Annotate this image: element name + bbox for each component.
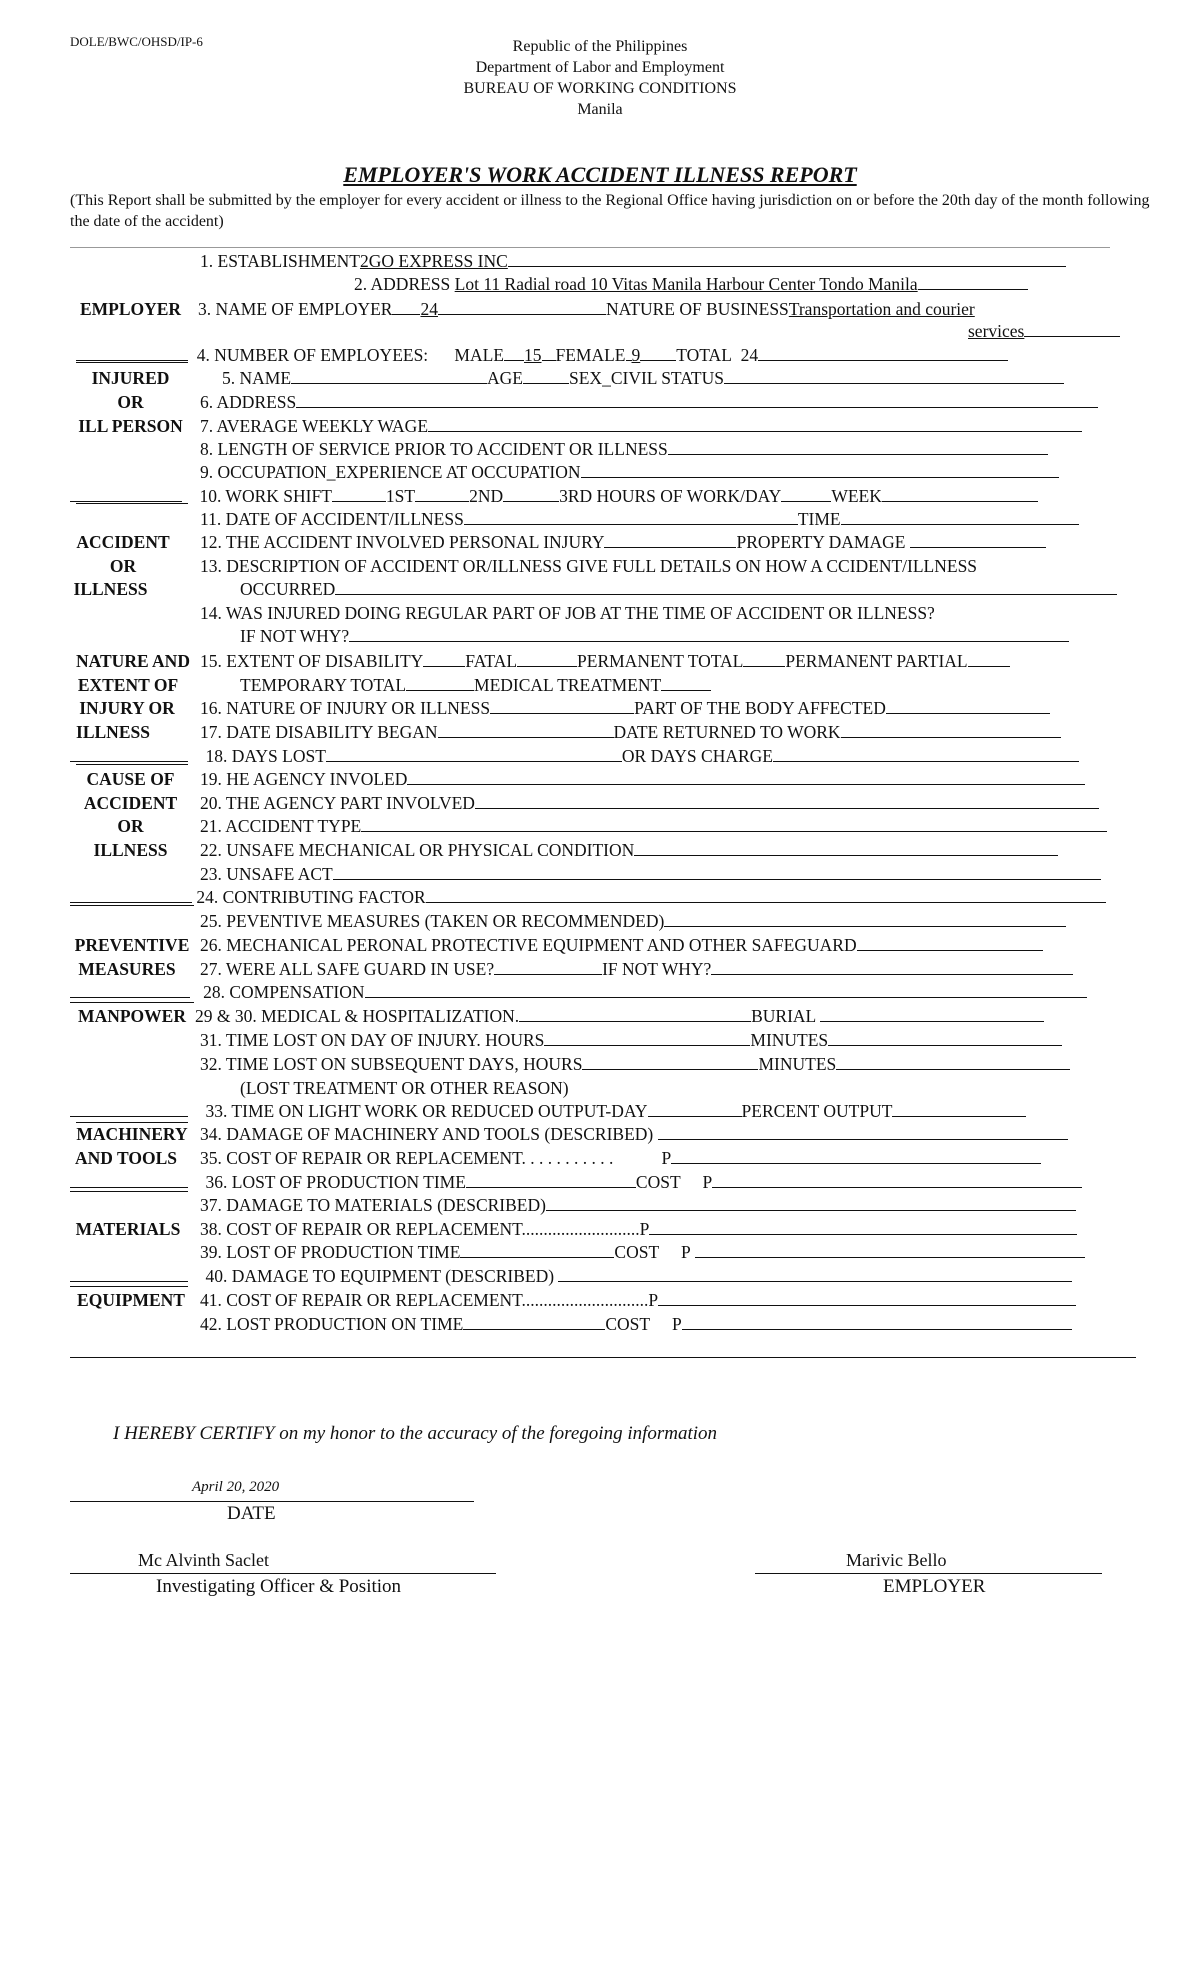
field-disability: 15. EXTENT OF DISABILITY FATAL PERMANENT TOTAL PERMANENT PARTIAL — [200, 650, 1010, 672]
employer-line — [755, 1573, 1102, 1574]
submission-note: (This Report shall be submitted by the employer for every accident or illness to the Regional Office having jurisdiction on or before the 20th day of the month following the date of the accident) — [70, 192, 1150, 230]
section-accident-2: OR — [109, 556, 137, 576]
field-equipment-production: 42. LOST PRODUCTION ON TIME COST P — [200, 1313, 1072, 1335]
section-machinery-1: MACHINERY — [76, 1124, 188, 1144]
officer-label: Investigating Officer & Position — [156, 1576, 402, 1597]
field-unsafe-condition: 22. UNSAFE MECHANICAL OR PHYSICAL CONDITION — [200, 839, 1058, 861]
section-nature-1: NATURE AND — [76, 651, 190, 671]
field-accident-type: 21. ACCIDENT TYPE — [200, 815, 1107, 837]
certification-text: I HEREBY CERTIFY on my honor to the accuracy of the foregoing information — [113, 1423, 718, 1444]
field-preventive: 25. PEVENTIVE MEASURES (TAKEN OR RECOMMENDED) — [200, 910, 1066, 932]
field-establishment: 1. ESTABLISHMENT2GO EXPRESS INC — [200, 250, 1066, 272]
field-occupation: 9. OCCUPATION_EXPERIENCE AT OCCUPATION — [200, 461, 1059, 483]
divider — [70, 247, 1110, 248]
field-nature-injury: 16. NATURE OF INJURY OR ILLNESS PART OF THE BODY AFFECTED — [200, 697, 1050, 719]
header-line-3: BUREAU OF WORKING CONDITIONS — [463, 80, 737, 97]
field-materials-cost: 38. COST OF REPAIR OR REPLACEMENT...........................P — [200, 1218, 1077, 1240]
section-cause-4: ILLNESS — [93, 840, 168, 860]
employer-name-value[interactable]: 24 — [420, 299, 438, 319]
field-if-not-why-14: IF NOT WHY? — [240, 625, 1069, 647]
section-injured-3: ILL PERSON — [78, 416, 183, 436]
field-time-lost-day: 31. TIME LOST ON DAY OF INJURY. HOURS MINUTES — [200, 1029, 1062, 1051]
field-temporary: TEMPORARY TOTAL MEDICAL TREATMENT — [240, 674, 711, 696]
field-disability-began: 17. DATE DISABILITY BEGAN DATE RETURNED TO WORK — [200, 721, 1061, 743]
section-equipment: EQUIPMENT — [77, 1290, 185, 1310]
header-line-4: Manila — [577, 101, 623, 118]
establishment-value[interactable]: 2GO EXPRESS INC — [360, 251, 508, 271]
section-accident-3: ILLNESS — [73, 579, 148, 599]
field-employer-name: 3. NAME OF EMPLOYER 24 NATURE OF BUSINESSTransportation and courier — [198, 299, 975, 319]
field-materials-production: 39. LOST OF PRODUCTION TIME COST P — [200, 1241, 1085, 1263]
field-injury-damage: 12. THE ACCIDENT INVOLVED PERSONAL INJURY PROPERTY DAMAGE — [200, 531, 1046, 553]
business-value[interactable]: Transportation and courier — [788, 299, 975, 319]
field-weekly-wage: 7. AVERAGE WEEKLY WAGE — [200, 415, 1082, 437]
field-work-shift: 10. WORK SHIFT 1ST 2ND 3RD HOURS OF WORK/DAY WEEK — [70, 485, 1038, 507]
section-preventive-2: MEASURES — [78, 959, 176, 979]
employer-label: EMPLOYER — [883, 1576, 986, 1597]
field-equipment-cost: 41. COST OF REPAIR OR REPLACEMENT.............................P — [200, 1289, 1076, 1311]
section-employer: EMPLOYER — [79, 299, 182, 319]
officer-line — [70, 1573, 496, 1574]
field-contributing: 24. CONTRIBUTING FACTOR — [70, 886, 1106, 908]
field-compensation: 28. COMPENSATION — [70, 981, 1087, 1003]
field-machinery-production: 36. LOST OF PRODUCTION TIME COST P — [70, 1171, 1082, 1193]
field-business-cont: services — [968, 320, 1120, 342]
field-employees: 4. NUMBER OF EMPLOYEES: MALE 15 FEMALE 9 TOTAL 24 — [76, 344, 1008, 366]
field-occurred: OCCURRED — [240, 578, 1117, 600]
field-name: 5. NAME AGE SEX_CIVIL STATUS — [222, 367, 1064, 389]
section-nature-2: EXTENT OF — [77, 675, 179, 695]
section-cause-1: CAUSE OF — [86, 769, 175, 789]
date-line — [70, 1501, 474, 1502]
section-machinery-2: AND TOOLS — [75, 1148, 177, 1168]
employer-signatory-name[interactable]: Marivic Bello — [846, 1550, 947, 1570]
section-preventive-1: PREVENTIVE — [74, 935, 190, 955]
field-agency: 19. HE AGENCY INVOLED — [200, 768, 1085, 790]
field-materials-damage: 37. DAMAGE TO MATERIALS (DESCRIBED) — [200, 1194, 1076, 1216]
field-safeguard-use: 27. WERE ALL SAFE GUARD IN USE? IF NOT WHY? — [200, 958, 1073, 980]
section-materials: MATERIALS — [75, 1219, 181, 1239]
section-cause-3: OR — [117, 816, 144, 836]
field-safeguard: 26. MECHANICAL PERONAL PROTECTIVE EQUIPMENT AND OTHER SAFEGUARD — [200, 934, 1043, 956]
address-value[interactable]: Lot 11 Radial road 10 Vitas Manila Harbour Center Tondo Manila — [454, 274, 918, 294]
date-value[interactable]: April 20, 2020 — [192, 1479, 280, 1495]
field-length-service: 8. LENGTH OF SERVICE PRIOR TO ACCIDENT OR ILLNESS — [200, 438, 1048, 460]
officer-name[interactable]: Mc Alvinth Saclet — [138, 1550, 269, 1570]
section-nature-4: ILLNESS — [76, 722, 150, 742]
section-manpower: MANPOWER — [78, 1006, 186, 1026]
field-person-address: 6. ADDRESS — [200, 391, 1098, 413]
field-equipment-damage: 40. DAMAGE TO EQUIPMENT (DESCRIBED) — [70, 1265, 1072, 1287]
date-label: DATE — [227, 1503, 276, 1524]
field-time-lost-subsequent: 32. TIME LOST ON SUBSEQUENT DAYS, HOURS MINUTES — [200, 1053, 1070, 1075]
field-agency-part: 20. THE AGENCY PART INVOLVED — [200, 792, 1099, 814]
header-line-2: Department of Labor and Employment — [475, 59, 725, 76]
form-bottom-rule — [70, 1357, 1136, 1358]
field-unsafe-act: 23. UNSAFE ACT — [200, 863, 1101, 885]
section-accident-1: ACCIDENT — [76, 532, 170, 552]
field-light-work: 33. TIME ON LIGHT WORK OR REDUCED OUTPUT-DAY PERCENT OUTPUT — [70, 1100, 1026, 1122]
field-machinery-cost: 35. COST OF REPAIR OR REPLACEMENT. . . . . . . . . . . P — [200, 1147, 1041, 1169]
field-machinery-damage: 34. DAMAGE OF MACHINERY AND TOOLS (DESCRIBED) — [200, 1123, 1068, 1145]
section-nature-3: INJURY OR — [79, 698, 175, 718]
field-regular-job: 14. WAS INJURED DOING REGULAR PART OF JOB AT THE TIME OF ACCIDENT OR ILLNESS? — [200, 603, 935, 623]
section-cause-2: ACCIDENT — [83, 793, 178, 813]
field-address: 2. ADDRESS Lot 11 Radial road 10 Vitas Manila Harbour Center Tondo Manila — [354, 273, 1028, 295]
section-injured-2: OR — [117, 392, 144, 412]
form-code: DOLE/BWC/OHSD/IP-6 — [70, 34, 203, 49]
field-date-accident: 11. DATE OF ACCIDENT/ILLNESS TIME — [200, 508, 1079, 530]
field-days-lost: 18. DAYS LOST OR DAYS CHARGE — [70, 745, 1079, 767]
report-title: EMPLOYER'S WORK ACCIDENT ILLNESS REPORT — [343, 162, 857, 187]
field-medical: 29 & 30. MEDICAL & HOSPITALIZATION. BURIAL — [195, 1005, 1044, 1027]
section-injured-1: INJURED — [91, 368, 170, 388]
field-description: 13. DESCRIPTION OF ACCIDENT OR/ILLNESS GIVE FULL DETAILS ON HOW A CCIDENT/ILLNESS — [200, 556, 978, 576]
field-lost-treatment: (LOST TREATMENT OR OTHER REASON) — [240, 1078, 569, 1098]
header-line-1: Republic of the Philippines — [512, 38, 688, 55]
